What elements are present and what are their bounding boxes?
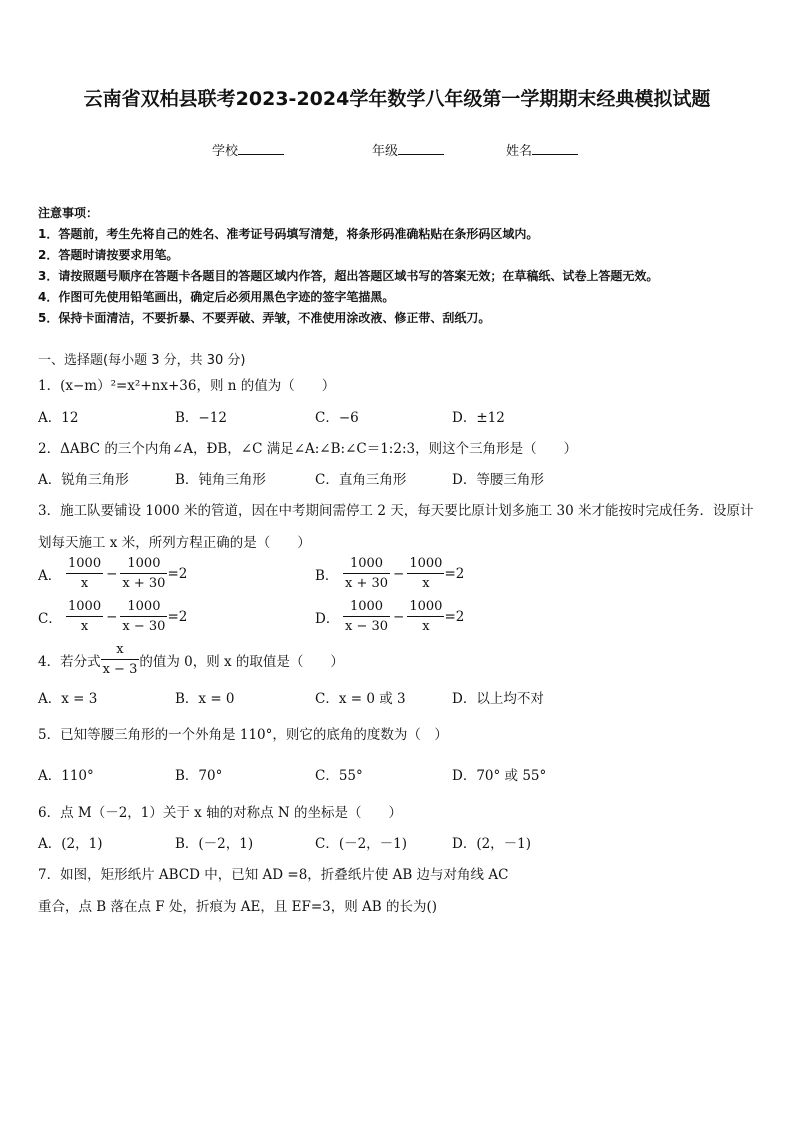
q2-option-d: D．等腰三角形 — [452, 472, 544, 488]
equation-rhs: =2 — [444, 565, 465, 582]
q3-stem-line1: 3．施工队要铺设 1000 米的管道，因在中考期间需停工 2 天，每天要比原计划多施工 30 米才能按时完成任务．设原计 — [38, 503, 754, 519]
q3-stem-line2: 划每天施工 x 米，所列方程正确的是（ ） — [38, 535, 311, 551]
q1-option-a: A．12 — [38, 410, 79, 426]
option-label: A． — [38, 567, 62, 584]
q3-option-c — [38, 597, 187, 636]
minus-sign: − — [106, 608, 118, 625]
denominator: x − 30 — [345, 619, 389, 634]
minus-sign: − — [106, 565, 118, 582]
grade-field — [372, 140, 444, 159]
q2-option-c: C．直角三角形 — [315, 472, 407, 488]
q2-option-a: A．锐角三角形 — [38, 472, 129, 488]
numerator: 1000 — [66, 554, 103, 574]
q2-stem: 2．ΔABC 的三个内角∠A，ÐB，∠C 满足∠A:∠B:∠C＝1:2:3，则这个三角形是（ ） — [38, 441, 578, 457]
grade-blank — [398, 143, 444, 155]
school-field — [212, 140, 284, 159]
q4-option-d: D．以上均不对 — [452, 691, 544, 707]
numerator: 1000 — [120, 597, 167, 617]
numerator: 1000 — [343, 597, 390, 617]
denominator: x — [80, 576, 89, 591]
fraction — [101, 640, 140, 679]
q4-option-c: C．x = 0 或 3 — [315, 691, 406, 707]
q6-option-c: C．(－2，－1) — [315, 836, 408, 852]
equation-rhs: =2 — [444, 608, 465, 625]
option-label: B． — [315, 567, 339, 584]
denominator: x — [422, 619, 430, 634]
fraction — [66, 597, 103, 636]
note-item: 3．请按照题号顺序在答题卡各题目的答题区域内作答，超出答题区域书写的答案无效；在草稿纸、试卷上答题无效。 — [38, 269, 659, 283]
note-item: 2．答题时请按要求用笔。 — [38, 248, 179, 262]
q5-option-a: A．110° — [38, 768, 94, 784]
school-blank — [238, 143, 284, 155]
q4-stem-pre: 4．若分式 — [38, 653, 101, 670]
q1-option-d: D．±12 — [452, 410, 505, 426]
q3-option-d — [315, 597, 464, 636]
name-field — [506, 140, 578, 159]
name-label: 姓名 — [506, 144, 533, 159]
fraction — [407, 597, 444, 636]
option-label: D． — [315, 610, 340, 627]
numerator: 1000 — [407, 554, 444, 574]
notes-block — [38, 203, 658, 329]
q7-stem-line2: 重合，点 B 落在点 F 处，折痕为 AE，且 EF=3，则 AB 的长为() — [38, 899, 438, 915]
q6-stem: 6．点 M（－2，1）关于 x 轴的对称点 N 的坐标是（ ） — [38, 805, 402, 821]
denominator: x + 30 — [122, 576, 166, 591]
q6-option-a: A．(2，1) — [38, 836, 103, 852]
fraction — [120, 554, 167, 593]
q4-stem-post: 的值为 0，则 x 的取值是（ ） — [139, 653, 344, 670]
note-item: 4．作图可先使用铅笔画出，确定后必须用黑色字迹的签字笔描黑。 — [38, 290, 395, 304]
q3-option-b — [315, 554, 464, 593]
denominator: x − 3 — [102, 662, 138, 677]
name-blank — [532, 143, 578, 155]
denominator: x — [422, 576, 430, 591]
q7-stem-line1: 7．如图，矩形纸片 ABCD 中，已知 AD =8，折叠纸片使 AB 边与对角线 AC — [38, 867, 509, 883]
denominator: x + 30 — [345, 576, 389, 591]
numerator: 1000 — [407, 597, 444, 617]
exam-title: 云南省双柏县联考2023-2024学年数学八年级第一学期期末经典模拟试题 — [83, 88, 711, 110]
denominator: x − 30 — [122, 619, 166, 634]
section-heading: 一、选择题(每小题 3 分，共 30 分) — [38, 353, 246, 368]
q5-option-b: B．70° — [175, 768, 223, 784]
fraction — [120, 597, 167, 636]
note-item: 5．保持卡面清洁，不要折暴、不要弄破、弄皱，不准使用涂改液、修正带、刮纸刀。 — [38, 311, 491, 325]
q2-option-b: B．钝角三角形 — [175, 472, 266, 488]
equation-rhs: =2 — [167, 608, 188, 625]
fraction — [343, 597, 390, 636]
numerator: 1000 — [343, 554, 390, 574]
notes-heading: 注意事项： — [38, 206, 99, 220]
school-label: 学校 — [212, 144, 239, 159]
q1-stem: 1．(x−m）²=x²+nx+36，则 n 的值为（ ） — [38, 378, 336, 394]
numerator: 1000 — [66, 597, 103, 617]
q3-option-a — [38, 554, 187, 593]
minus-sign: − — [393, 608, 405, 625]
q1-option-c: C．−6 — [315, 410, 359, 426]
equation-rhs: =2 — [167, 565, 188, 582]
q5-option-c: C．55° — [315, 768, 363, 784]
option-label: C． — [38, 610, 62, 627]
q6-option-b: B．(－2，1) — [175, 836, 254, 852]
q4-option-b: B．x = 0 — [175, 691, 235, 707]
fraction — [66, 554, 103, 593]
denominator: x — [80, 619, 89, 634]
grade-label: 年级 — [372, 144, 399, 159]
q5-option-d: D．70° 或 55° — [452, 768, 547, 784]
minus-sign: − — [393, 565, 405, 582]
q4-stem — [38, 640, 344, 679]
fraction — [343, 554, 390, 593]
q4-option-a: A．x = 3 — [38, 691, 98, 707]
numerator: 1000 — [120, 554, 167, 574]
note-item: 1．答题前，考生先将自己的姓名、准考证号码填写清楚，将条形码准确粘贴在条形码区域内。 — [38, 227, 539, 241]
q5-stem: 5．已知等腰三角形的一个外角是 110°，则它的底角的度数为（ ） — [38, 727, 448, 743]
fraction — [407, 554, 444, 593]
q6-option-d: D．(2，－1) — [452, 836, 532, 852]
numerator: x — [101, 640, 140, 660]
q1-option-b: B．−12 — [175, 410, 227, 426]
